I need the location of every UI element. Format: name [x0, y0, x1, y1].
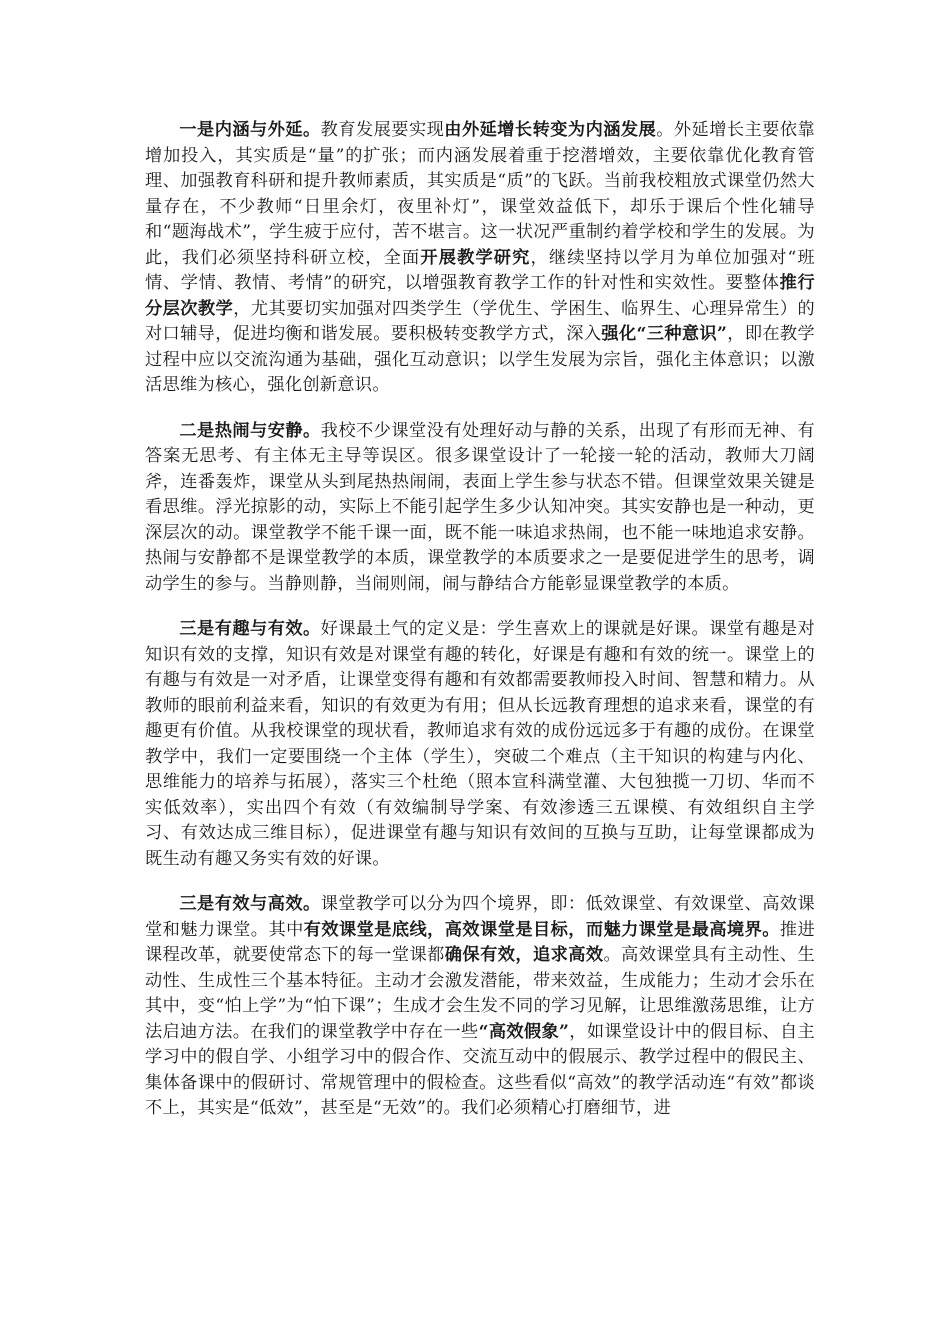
paragraph-renao-anjing	[145, 419, 815, 598]
bold-text-run: 强化“三种意识”	[601, 324, 728, 344]
bold-text-run: 确保有效，追求高效	[444, 945, 604, 965]
bold-text-run: 三是有趣与有效。	[179, 619, 321, 639]
text-run: ，继续坚持以学月为单位加强对“班情、学情、教情、考情”的研究，以增强教育教学工作的针对性和实效性。要整体	[145, 247, 815, 293]
bold-text-run: 推行分层次教学	[145, 273, 815, 319]
bold-text-run: 二是热闹与安静。	[179, 420, 321, 441]
bold-text-run: “高效假象”	[478, 1021, 570, 1042]
text-run: 教育发展要实现	[320, 120, 445, 140]
paragraph-youqu-youxiao	[145, 617, 815, 872]
bold-text-run: 开展教学研究	[420, 247, 531, 268]
paragraph-neihan-waiyan	[145, 118, 815, 399]
text-run: 我校不少课堂没有处理好动与静的关系，出现了有形而无神、有答案无思考、有主体无主导等误区。很多课堂设计了一轮接一轮的活动，教师大刀阔斧，连番轰炸，课堂从头到尾热热闹闹，表面上学生参与状态不错。但课堂效果关键是看思维。浮光掠影的动，实际上不能引起学生多少认知冲突。其实安静也是一种动，更深层次的动。课堂教学不能千课一面，既不能一味追求热闹，也不能一味地追求安静。热闹与安静都不是课堂教学的本质，课堂教学的本质要求之一是要促进学生的思考，调动学生的参与。当静则静，当闹则闹，闹与静结合方能彰显课堂教学的本质。	[145, 420, 816, 594]
text-run: 推进课程改革，就要使常态下的每一堂课都	[145, 919, 815, 965]
text-run: 。外延增长主要依靠增加投入，其实质是“量”的扩张；而内涵发展着重于挖潜增效，主要依靠优化教育管理、加强教育科研和提升教师素质，其实质是“质”的飞跃。当前我校粗放式课堂仍然大量存在，不少教师“日里余灯，夜里补灯”，课堂效益低下，却乐于课后个性化辅导和“题海战术”，学生疲于应付，苦不堪言。这一状况严重制约着学校和学生的发展。为此，我们必须坚持科研立校，全面	[145, 120, 815, 268]
text-run: ，即在教学过程中应以交流沟通为基础，强化互动意识；以学生发展为宗旨，强化主体意识；以激活思维为核心，强化创新意识。	[145, 324, 815, 395]
bold-text-run: 由外延增长转变为内涵发展	[444, 120, 657, 140]
text-run: 。高效课堂具有主动性、生动性、生成性三个基本特征。主动才会激发潜能，带来效益，生成能力；生动才会乐在其中，变“怕上学”为“怕下课”；生成才会生发不同的学习见解，让思维激荡思维，让方法启迪方法。在我们的课堂教学中存在一些	[145, 945, 815, 1042]
text-run: 课堂教学可以分为四个境界，即：低效课堂、有效课堂、高效课堂和魅力课堂。其中	[145, 894, 816, 940]
document-page	[145, 118, 815, 1142]
bold-text-run: 一是内涵与外延。	[179, 120, 321, 140]
bold-text-run: 三是有效与高效。	[179, 894, 321, 914]
bold-text-run: 有效课堂是底线，高效课堂是目标，而魅力课堂是最高境界。	[303, 919, 780, 940]
text-run: ，尤其要切实加强对四类学生（学优生、学困生、临界生、心理异常生）的对口辅导，促进均衡和谐发展。要积极转变教学方式，深入	[145, 298, 815, 344]
paragraph-youxiao-gaoxiao	[145, 892, 815, 1122]
text-run: ，如课堂设计中的假目标、自主学习中的假自学、小组学习中的假合作、交流互动中的假展示、教学过程中的假民主、集体备课中的假研讨、常规管理中的假检查。这些看似“高效”的教学活动连“有效”都谈不上，其实是“低效”，甚至是“无效”的。我们必须精心打磨细节，进	[145, 1021, 816, 1118]
text-run: 好课最土气的定义是：学生喜欢上的课就是好课。课堂有趣是对知识有效的支撑，知识有效是对课堂有趣的转化，好课是有趣和有效的统一。课堂上的有趣与有效是一对矛盾，让课堂变得有趣和有效都需要教师投入时间、智慧和精力。从教师的眼前利益来看，知识的有效更为有用；但从长远教育理想的追求来看，课堂的有趣更有价值。从我校课堂的现状看，教师追求有效的成份远远多于有趣的成份。在课堂教学中，我们一定要围绕一个主体（学生），突破二个难点（主干知识的构建与内化、思维能力的培养与拓展），落实三个杜绝（照本宣科满堂灌、大包独揽一刀切、华而不实低效率），实出四个有效（有效编制导学案、有效渗透三五课模、有效组织自主学习、有效达成三维目标），促进课堂有趣与知识有效间的互换与互助，让每堂课都成为既生动有趣又务实有效的好课。	[145, 619, 816, 869]
